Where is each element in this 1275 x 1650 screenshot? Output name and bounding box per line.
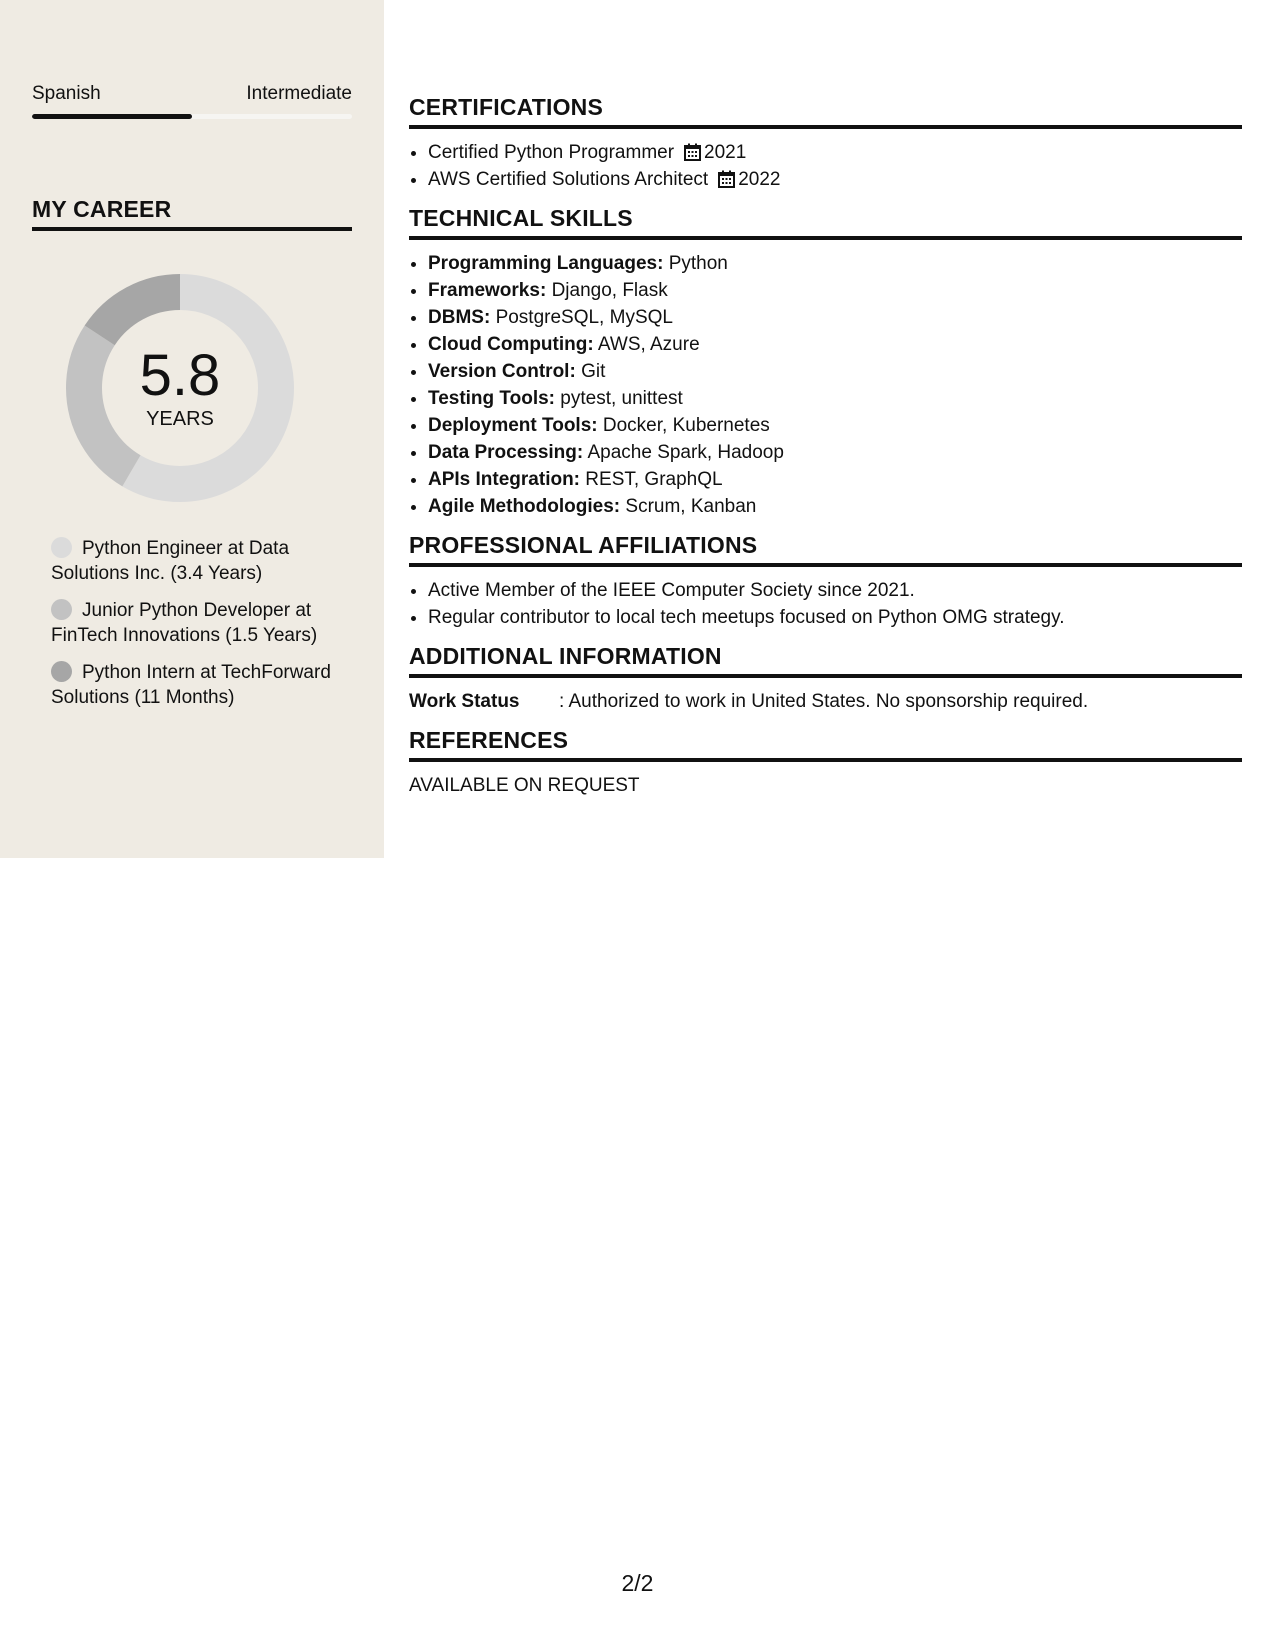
- career-legend-dot: [51, 599, 72, 620]
- affiliation-item: • Active Member of the IEEE Computer Society since 2021.: [428, 577, 1242, 604]
- career-item: [51, 598, 341, 648]
- language-row: [32, 83, 352, 105]
- skill-item: [428, 385, 1242, 412]
- skill-value: REST, GraphQL: [585, 469, 723, 490]
- language-name: Spanish: [32, 83, 101, 104]
- certification-item: [428, 139, 1242, 166]
- skill-value: Git: [581, 361, 606, 382]
- language-proficiency-bar: [32, 114, 352, 119]
- career-total: [66, 274, 294, 502]
- calendar-icon: [718, 170, 735, 188]
- career-item: [51, 660, 341, 710]
- skill-item: [428, 439, 1242, 466]
- career-item: [51, 536, 341, 586]
- skill-label: Testing Tools:: [428, 388, 556, 409]
- references-text: AVAILABLE ON REQUEST: [409, 775, 640, 796]
- certification-year: 2022: [738, 169, 781, 190]
- skill-item: [428, 412, 1242, 439]
- career-total-unit: YEARS: [146, 407, 214, 430]
- additional-info-title: ADDITIONAL INFORMATION: [409, 643, 1242, 678]
- skill-value: Apache Spark, Hadoop: [587, 442, 784, 463]
- affiliations-title: PROFESSIONAL AFFILIATIONS: [409, 532, 1242, 567]
- page-number: 2/2: [621, 1570, 654, 1596]
- certification-item: [428, 166, 1242, 193]
- career-donut-chart: [66, 274, 294, 502]
- career-total-value: 5.8: [139, 342, 221, 408]
- skill-value: AWS, Azure: [597, 334, 700, 355]
- technical-skills-title: TECHNICAL SKILLS: [409, 205, 1242, 240]
- skill-item: [428, 493, 1242, 520]
- certification-name: Certified Python Programmer: [428, 142, 675, 163]
- language-level: Intermediate: [246, 83, 352, 104]
- technical-skills-list: [409, 250, 1242, 520]
- career-item-label: Junior Python Developer at FinTech Innovations (1.5 Years): [51, 600, 318, 646]
- skill-value: PostgreSQL, MySQL: [495, 307, 673, 328]
- skill-value: Docker, Kubernetes: [602, 415, 770, 436]
- work-status-row: [409, 688, 1242, 715]
- work-status-label: Work Status: [409, 691, 520, 712]
- work-status-value: : Authorized to work in United States. No sponsorship required.: [559, 691, 1089, 712]
- career-item-label: Python Intern at TechForward Solutions (11 Months): [51, 662, 331, 708]
- certifications-title: CERTIFICATIONS: [409, 94, 1242, 129]
- certifications-list: [409, 139, 1242, 193]
- certifications-section: [409, 94, 1242, 193]
- skill-value: Django, Flask: [551, 280, 668, 301]
- affiliation-item: • Regular contributor to local tech meetups focused on Python OMG strategy.: [428, 604, 1242, 631]
- affiliations-list: [409, 577, 1242, 631]
- skill-label: Deployment Tools:: [428, 415, 598, 436]
- skill-label: Frameworks:: [428, 280, 547, 301]
- skill-value: Scrum, Kanban: [625, 496, 757, 517]
- references-section: [409, 727, 1242, 799]
- skill-value: pytest, unittest: [560, 388, 683, 409]
- skill-label: DBMS:: [428, 307, 491, 328]
- language-proficiency-fill: [32, 114, 192, 119]
- career-legend: [51, 536, 341, 722]
- affiliations-section: [409, 532, 1242, 631]
- skill-item: [428, 466, 1242, 493]
- certification-year: 2021: [704, 142, 747, 163]
- skill-item: [428, 358, 1242, 385]
- skill-label: Agile Methodologies:: [428, 496, 621, 517]
- technical-skills-section: [409, 205, 1242, 520]
- references-title: REFERENCES: [409, 727, 1242, 762]
- skill-label: Data Processing:: [428, 442, 584, 463]
- skill-item: [428, 331, 1242, 358]
- skill-item: [428, 277, 1242, 304]
- skill-value: Python: [668, 253, 728, 274]
- career-heading: MY CAREER: [32, 196, 352, 231]
- certification-name: AWS Certified Solutions Architect: [428, 169, 709, 190]
- career-legend-dot: [51, 661, 72, 682]
- additional-info-section: [409, 643, 1242, 715]
- career-legend-dot: [51, 537, 72, 558]
- skill-item: [428, 250, 1242, 277]
- skill-label: APIs Integration:: [428, 469, 581, 490]
- skill-label: Cloud Computing:: [428, 334, 594, 355]
- sidebar: [0, 0, 384, 858]
- calendar-icon: [684, 143, 701, 161]
- skill-item: [428, 304, 1242, 331]
- career-item-label: Python Engineer at Data Solutions Inc. (3.4 Years): [51, 538, 290, 584]
- skill-label: Version Control:: [428, 361, 576, 382]
- skill-label: Programming Languages:: [428, 253, 664, 274]
- main-content: [409, 94, 1242, 811]
